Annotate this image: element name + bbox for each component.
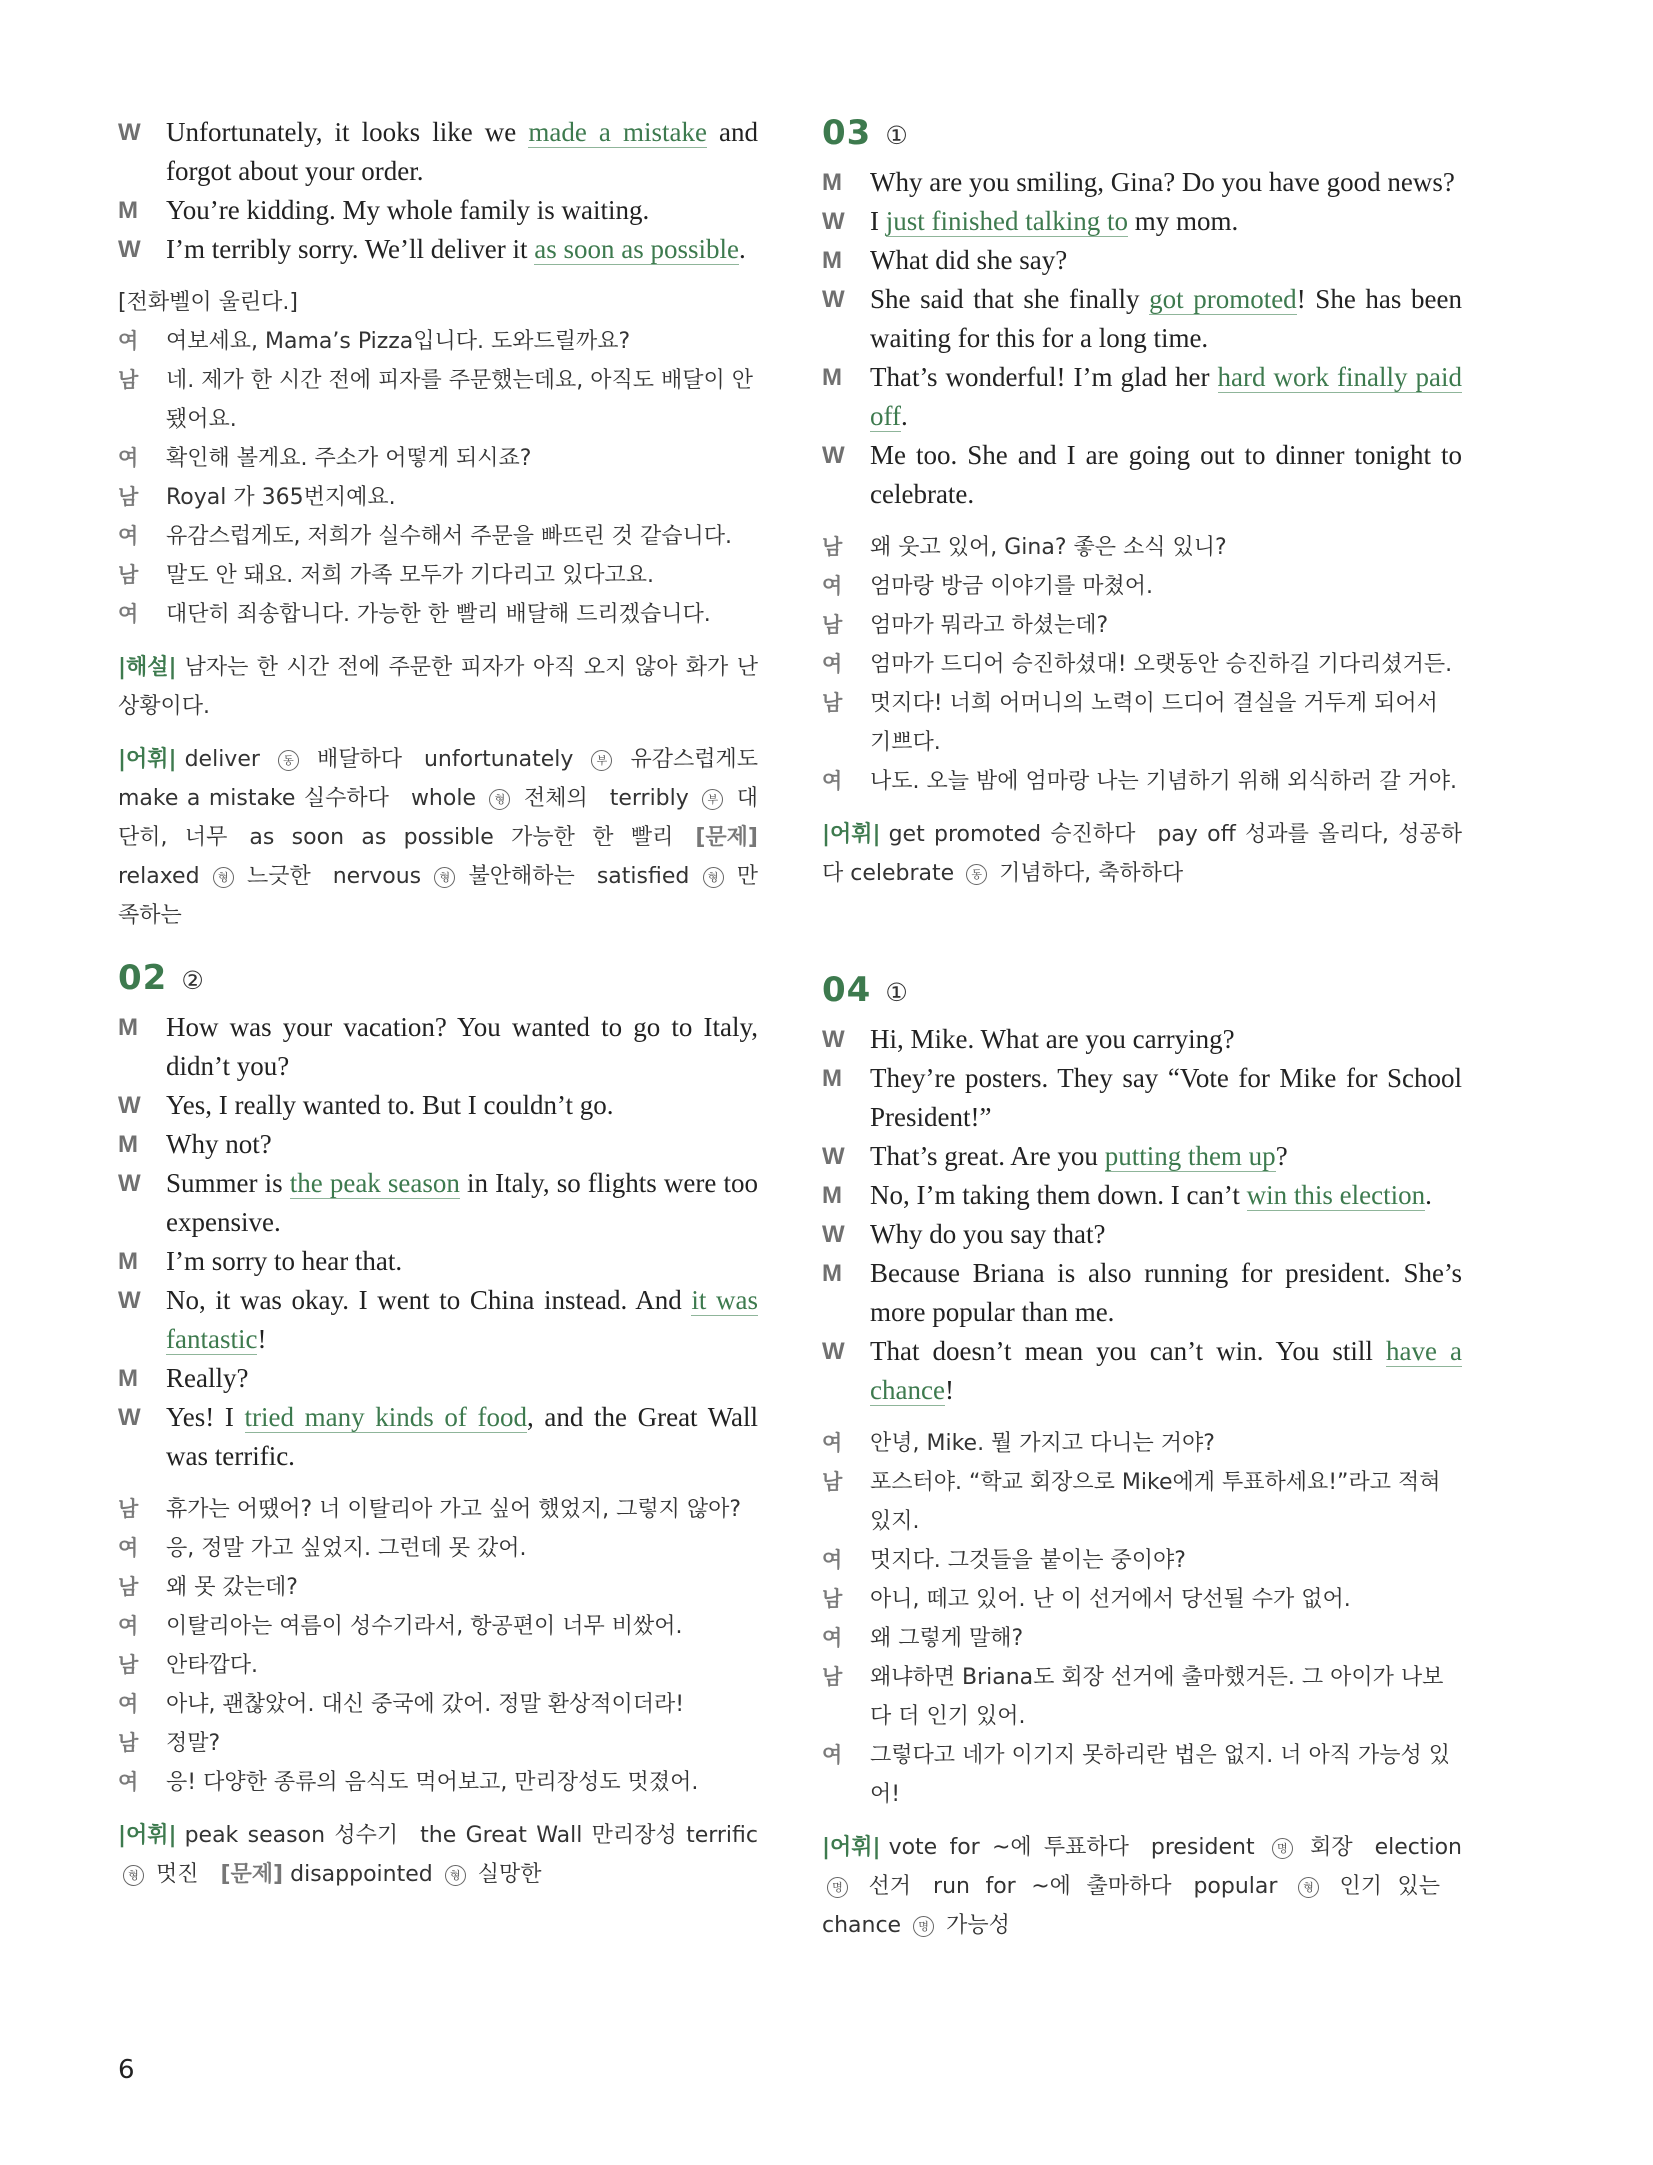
dialogue-line bbox=[118, 191, 758, 230]
dialogue-line bbox=[118, 1086, 758, 1125]
text-run: my mom. bbox=[1128, 206, 1239, 236]
dialogue-text bbox=[870, 1137, 1462, 1176]
translation-line bbox=[118, 439, 758, 478]
dialogue-text bbox=[870, 1332, 1462, 1410]
dialogue-text bbox=[870, 280, 1462, 358]
dialogue-line bbox=[822, 1254, 1462, 1332]
translation-text: 그렇다고 네가 이기지 못하리란 법은 없지. 너 아직 가능성 있어! bbox=[870, 1743, 1450, 1807]
dialogue-line bbox=[822, 1059, 1462, 1137]
speaker-label: M bbox=[118, 1248, 138, 1275]
explanation-label: |해설| bbox=[118, 655, 177, 680]
translation-text: 멋지다. 그것들을 붙이는 중이야? bbox=[870, 1548, 1186, 1573]
dialogue-text bbox=[166, 230, 758, 269]
vocabulary-label: |어휘| bbox=[118, 1823, 177, 1848]
text-run: . bbox=[901, 401, 908, 431]
dialogue-text bbox=[870, 1020, 1462, 1059]
dialogue-text bbox=[166, 1359, 758, 1398]
translation-text: 안타깝다. bbox=[166, 1653, 259, 1678]
problem-label: [문제] bbox=[220, 1862, 284, 1887]
text-run: Really? bbox=[166, 1363, 249, 1393]
dialogue-line bbox=[822, 1215, 1462, 1254]
translation-text: 포스터야. “학교 회장으로 Mike에게 투표하세요!”라고 적혀 있지. bbox=[870, 1470, 1441, 1534]
vocab-run: 가능성 bbox=[939, 1913, 1010, 1938]
dialogue-text bbox=[166, 1281, 758, 1359]
text-run: in Italy, so flights were too expensive. bbox=[166, 1168, 758, 1237]
text-run: Why not? bbox=[166, 1129, 272, 1159]
dialogue-line bbox=[822, 280, 1462, 358]
text-run: Why are you smiling, Gina? Do you have good news? bbox=[870, 167, 1455, 197]
text-run: No, I’m taking them down. I can’t bbox=[870, 1180, 1247, 1210]
part-of-speech-mark: 형 bbox=[703, 867, 724, 888]
text-run: I bbox=[870, 206, 886, 236]
section-01-continuation bbox=[118, 113, 758, 935]
speaker-label: 남 bbox=[822, 535, 843, 559]
vocab-run: as soon as possible 가능한 한 빨리 bbox=[249, 825, 674, 850]
speaker-label: 여 bbox=[822, 652, 843, 676]
section-02 bbox=[118, 958, 758, 1894]
page-number: 6 bbox=[118, 2055, 135, 2085]
vocabulary-label: |어휘| bbox=[822, 822, 881, 847]
translation-text: 네. 제가 한 시간 전에 피자를 주문했는데요, 아직도 배달이 안 됐어요. bbox=[166, 368, 753, 432]
dialogue-line bbox=[822, 241, 1462, 280]
korean-translation bbox=[822, 1424, 1462, 1814]
text-run: That’s wonderful! I’m glad her bbox=[870, 362, 1218, 392]
vocabulary-label: |어휘| bbox=[822, 1835, 881, 1860]
dialogue-line bbox=[822, 1332, 1462, 1410]
key-phrase: win this election bbox=[1246, 1180, 1426, 1210]
speaker-label: 여 bbox=[118, 602, 139, 626]
vocab-run: 느긋한 bbox=[238, 864, 311, 889]
translation-text: Royal 가 365번지예요. bbox=[166, 485, 396, 510]
text-run: What did she say? bbox=[870, 245, 1068, 275]
key-phrase: putting them up bbox=[1104, 1141, 1276, 1171]
vocab-run: 배달하다 bbox=[303, 747, 402, 772]
vocab-run: 멋진 bbox=[149, 1862, 199, 1887]
dialogue-text bbox=[870, 1176, 1462, 1215]
text-run: They’re posters. They say “Vote for Mike for School President!” bbox=[870, 1063, 1462, 1132]
vocabulary-label: |어휘| bbox=[118, 747, 177, 772]
dialogue-text bbox=[870, 436, 1462, 514]
dialogue-line bbox=[118, 1359, 758, 1398]
speaker-label: 여 bbox=[118, 329, 139, 353]
dialogue-line bbox=[118, 1008, 758, 1086]
dialogue-text bbox=[166, 1164, 758, 1242]
english-dialogue bbox=[822, 163, 1462, 514]
translation-text: 확인해 볼게요. 주소가 어떻게 되시죠? bbox=[166, 446, 532, 471]
speaker-label: W bbox=[118, 1092, 141, 1119]
key-phrase: tried many kinds of food bbox=[244, 1402, 527, 1432]
vocab-run: pay off 성과를 올리다, 성공하다 celebrate bbox=[822, 822, 1462, 886]
vocab-run: unfortunately bbox=[423, 747, 587, 772]
text-run: She said that she finally bbox=[870, 284, 1150, 314]
vocab-run: nervous bbox=[332, 864, 430, 889]
vocab-run: 인기 있는 bbox=[1323, 1874, 1441, 1899]
text-run: Me too. She and I are going out to dinner tonight to celebrate. bbox=[870, 440, 1462, 509]
text-run: Yes, I really wanted to. But I couldn’t go. bbox=[166, 1090, 614, 1120]
text-run: You’re kidding. My whole family is waiting. bbox=[166, 195, 650, 225]
part-of-speech-mark: 동 bbox=[278, 750, 299, 771]
dialogue-text bbox=[166, 1125, 758, 1164]
vocabulary-text bbox=[118, 747, 758, 928]
speaker-label: M bbox=[822, 169, 842, 196]
question-header bbox=[118, 958, 758, 998]
translation-line bbox=[118, 1607, 758, 1646]
vocab-run: 전체의 bbox=[515, 786, 588, 811]
english-dialogue bbox=[118, 1008, 758, 1476]
answer-mark: ① bbox=[885, 978, 908, 1007]
vocab-run: 유감스럽게도 make a mistake 실수하다 bbox=[118, 747, 758, 811]
text-run: I’m sorry to hear that. bbox=[166, 1246, 403, 1276]
speaker-label: M bbox=[118, 197, 138, 224]
dialogue-text bbox=[166, 1008, 758, 1086]
part-of-speech-mark: 동 bbox=[966, 864, 987, 885]
speaker-label: M bbox=[118, 1014, 138, 1041]
translation-text: 왜 웃고 있어, Gina? 좋은 소식 있니? bbox=[870, 535, 1227, 560]
speaker-label: 여 bbox=[822, 1743, 843, 1767]
vocab-run: whole bbox=[410, 786, 485, 811]
part-of-speech-mark: 명 bbox=[827, 1877, 848, 1898]
speaker-label: M bbox=[118, 1131, 138, 1158]
explanation-note bbox=[118, 648, 758, 726]
translation-text: 응, 정말 가고 싶었지. 그런데 못 갔어. bbox=[166, 1536, 527, 1561]
translation-line bbox=[822, 1619, 1462, 1658]
dialogue-text bbox=[870, 1215, 1462, 1254]
question-number: 02 bbox=[118, 958, 168, 998]
part-of-speech-mark: 부 bbox=[702, 789, 723, 810]
speaker-label: 남 bbox=[118, 1731, 139, 1755]
translation-text: 말도 안 돼요. 저희 가족 모두가 기다리고 있다고요. bbox=[166, 563, 654, 588]
vocab-run: the Great Wall 만리장성 terrific bbox=[420, 1823, 758, 1848]
key-phrase: as soon as possible bbox=[534, 234, 739, 264]
speaker-label: W bbox=[118, 1287, 141, 1314]
speaker-label: 남 bbox=[822, 1665, 843, 1689]
korean-translation bbox=[118, 1490, 758, 1802]
vocabulary-text bbox=[118, 1823, 758, 1887]
vocab-run: 기념하다, 축하하다 bbox=[992, 861, 1184, 886]
speaker-label: W bbox=[118, 119, 141, 146]
text-run: That’s great. Are you bbox=[870, 1141, 1105, 1171]
part-of-speech-mark: 형 bbox=[445, 1865, 466, 1886]
translation-line bbox=[118, 1685, 758, 1724]
text-run: I’m terribly sorry. We’ll deliver it bbox=[166, 234, 535, 264]
speaker-label: W bbox=[822, 208, 845, 235]
vocab-run: election bbox=[1374, 1835, 1462, 1860]
translation-line bbox=[118, 1724, 758, 1763]
english-dialogue bbox=[118, 113, 758, 269]
dialogue-line bbox=[118, 113, 758, 191]
part-of-speech-mark: 부 bbox=[591, 750, 612, 771]
question-header bbox=[822, 970, 1462, 1010]
text-run: and forgot about your order. bbox=[166, 117, 759, 186]
vocabulary-note bbox=[822, 1828, 1462, 1945]
speaker-label: 여 bbox=[822, 1431, 843, 1455]
vocabulary-note bbox=[822, 815, 1462, 893]
translation-line bbox=[822, 1424, 1462, 1463]
vocab-run: relaxed bbox=[118, 864, 208, 889]
vocab-run: run for ~에 출마하다 bbox=[933, 1874, 1172, 1899]
speaker-label: W bbox=[118, 236, 141, 263]
translation-line bbox=[118, 478, 758, 517]
speaker-label: 여 bbox=[118, 1770, 139, 1794]
dialogue-text bbox=[870, 163, 1462, 202]
speaker-label: 여 bbox=[822, 769, 843, 793]
dialogue-text bbox=[870, 1254, 1462, 1332]
translation-line bbox=[822, 1658, 1462, 1736]
translation-text: 유감스럽게도, 저희가 실수해서 주문을 빠뜨린 것 같습니다. bbox=[166, 524, 732, 549]
answer-mark: ② bbox=[181, 966, 204, 995]
speaker-label: 남 bbox=[118, 368, 139, 392]
answer-mark: ① bbox=[885, 121, 908, 150]
speaker-label: 남 bbox=[118, 485, 139, 509]
text-run: . bbox=[1425, 1180, 1432, 1210]
dialogue-line bbox=[822, 358, 1462, 436]
translation-line bbox=[118, 322, 758, 361]
vocab-run: 불안해하는 bbox=[460, 864, 575, 889]
speaker-label: W bbox=[822, 1221, 845, 1248]
speaker-label: 여 bbox=[118, 446, 139, 470]
question-number: 03 bbox=[822, 113, 872, 153]
translation-text: 응! 다양한 종류의 음식도 먹어보고, 만리장성도 멋졌어. bbox=[166, 1770, 699, 1795]
vocab-run: president bbox=[1150, 1835, 1267, 1860]
vocabulary-note bbox=[118, 1816, 758, 1894]
dialogue-line bbox=[118, 1242, 758, 1281]
text-run: Yes! I bbox=[166, 1402, 245, 1432]
vocab-run: terribly bbox=[609, 786, 698, 811]
speaker-label: 여 bbox=[118, 1614, 139, 1638]
translation-text: 안녕, Mike. 뭘 가지고 다니는 거야? bbox=[870, 1431, 1215, 1456]
key-phrase: the peak season bbox=[289, 1168, 460, 1198]
question-number: 04 bbox=[822, 970, 872, 1010]
stage-direction: [전화벨이 울린다.] bbox=[118, 290, 298, 315]
translation-text: 아냐, 괜찮았어. 대신 중국에 갔어. 정말 환상적이더라! bbox=[166, 1692, 685, 1717]
speaker-label: 남 bbox=[822, 1470, 843, 1494]
problem-label: [문제] bbox=[695, 825, 758, 850]
translation-line bbox=[822, 1580, 1462, 1619]
part-of-speech-mark: 형 bbox=[123, 1865, 144, 1886]
vocabulary-note bbox=[118, 740, 758, 935]
vocab-run: 실망한 bbox=[470, 1862, 542, 1887]
speaker-label: M bbox=[822, 1260, 842, 1287]
dialogue-line bbox=[118, 230, 758, 269]
part-of-speech-mark: 형 bbox=[1298, 1877, 1319, 1898]
key-phrase: hard work finally paid off bbox=[870, 362, 1462, 431]
speaker-label: M bbox=[822, 247, 842, 274]
key-phrase: made a mistake bbox=[528, 117, 707, 147]
translation-line bbox=[118, 517, 758, 556]
speaker-label: W bbox=[822, 1338, 845, 1365]
translation-line bbox=[118, 1646, 758, 1685]
korean-translation bbox=[118, 322, 758, 634]
part-of-speech-mark: 형 bbox=[213, 867, 234, 888]
translation-text: 엄마가 드디어 승진하셨대! 오랫동안 승진하길 기다리셨거든. bbox=[870, 652, 1453, 677]
translation-line bbox=[118, 595, 758, 634]
speaker-label: 여 bbox=[822, 1626, 843, 1650]
key-phrase: it was fantastic bbox=[166, 1285, 758, 1354]
speaker-label: W bbox=[822, 1143, 845, 1170]
speaker-label: 남 bbox=[118, 563, 139, 587]
vocab-run: disappointed bbox=[283, 1862, 440, 1887]
dialogue-text bbox=[870, 1059, 1462, 1137]
key-phrase: got promoted bbox=[1149, 284, 1297, 314]
text-run: No, it was okay. I went to China instead. And bbox=[166, 1285, 692, 1315]
speaker-label: 남 bbox=[118, 1653, 139, 1677]
translation-text: 엄마가 뭐라고 하셨는데? bbox=[870, 613, 1109, 638]
dialogue-line bbox=[118, 1125, 758, 1164]
translation-line bbox=[118, 361, 758, 439]
translation-line bbox=[118, 1568, 758, 1607]
speaker-label: M bbox=[822, 1065, 842, 1092]
text-run: Because Briana is also running for president. She’s more popular than me. bbox=[870, 1258, 1462, 1327]
text-run: ! bbox=[257, 1324, 267, 1354]
speaker-label: 남 bbox=[118, 1497, 139, 1521]
key-phrase: have a chance bbox=[870, 1336, 1462, 1405]
dialogue-text bbox=[166, 1086, 758, 1125]
text-run: ! She has been waiting for this for a long time. bbox=[870, 284, 1463, 353]
section-04 bbox=[822, 970, 1462, 1945]
dialogue-text bbox=[870, 358, 1462, 436]
key-phrase: just finished talking to bbox=[885, 206, 1128, 236]
translation-line bbox=[822, 1541, 1462, 1580]
dialogue-line bbox=[822, 1020, 1462, 1059]
speaker-label: W bbox=[822, 286, 845, 313]
speaker-label: W bbox=[118, 1170, 141, 1197]
vocab-run: 회장 bbox=[1297, 1835, 1353, 1860]
translation-line bbox=[822, 645, 1462, 684]
vocabulary-text bbox=[822, 1835, 1462, 1938]
part-of-speech-mark: 형 bbox=[489, 789, 510, 810]
vocab-run: 대단히, 너무 bbox=[118, 786, 758, 850]
question-header bbox=[822, 113, 1462, 153]
speaker-label: 여 bbox=[118, 1536, 139, 1560]
translation-text: 멋지다! 너희 어머니의 노력이 드디어 결실을 거두게 되어서 기쁘다. bbox=[870, 691, 1438, 755]
text-run: Unfortunately, it looks like we bbox=[166, 117, 529, 147]
dialogue-text bbox=[166, 113, 758, 191]
speaker-label: M bbox=[118, 1365, 138, 1392]
translation-text: 여보세요, Mama’s Pizza입니다. 도와드릴까요? bbox=[166, 329, 631, 354]
dialogue-line bbox=[822, 436, 1462, 514]
speaker-label: 여 bbox=[118, 1692, 139, 1716]
text-run: Why do you say that? bbox=[870, 1219, 1106, 1249]
part-of-speech-mark: 명 bbox=[913, 1916, 934, 1937]
translation-line bbox=[822, 1736, 1462, 1814]
speaker-label: W bbox=[822, 442, 845, 469]
translation-text: 아니, 떼고 있어. 난 이 선거에서 당선될 수가 없어. bbox=[870, 1587, 1351, 1612]
vocab-run: 선거 bbox=[853, 1874, 912, 1899]
dialogue-line bbox=[118, 1281, 758, 1359]
speaker-label: W bbox=[118, 1404, 141, 1431]
speaker-label: M bbox=[822, 364, 842, 391]
vocab-run: satisfied bbox=[596, 864, 698, 889]
dialogue-text bbox=[166, 191, 758, 230]
english-dialogue bbox=[822, 1020, 1462, 1410]
speaker-label: 남 bbox=[822, 1587, 843, 1611]
dialogue-line bbox=[822, 163, 1462, 202]
translation-line bbox=[118, 1529, 758, 1568]
translation-line bbox=[822, 567, 1462, 606]
part-of-speech-mark: 명 bbox=[1272, 1838, 1293, 1859]
translation-line bbox=[118, 1763, 758, 1802]
translation-text: 나도. 오늘 밤에 엄마랑 나는 기념하기 위해 외식하러 갈 거야. bbox=[870, 769, 1457, 794]
korean-translation bbox=[822, 528, 1462, 801]
text-run: ! bbox=[944, 1375, 954, 1405]
dialogue-text bbox=[870, 241, 1462, 280]
dialogue-line bbox=[118, 1398, 758, 1476]
dialogue-line bbox=[822, 1137, 1462, 1176]
dialogue-text bbox=[870, 202, 1462, 241]
vocab-run: peak season 성수기 bbox=[184, 1823, 399, 1848]
translation-line bbox=[118, 556, 758, 595]
vocabulary-text bbox=[822, 822, 1462, 886]
vocab-run: vote for ~에 투표하다 bbox=[888, 1835, 1129, 1860]
text-run: Hi, Mike. What are you carrying? bbox=[870, 1024, 1235, 1054]
text-run: ? bbox=[1275, 1141, 1288, 1171]
speaker-label: M bbox=[822, 1182, 842, 1209]
speaker-label: 여 bbox=[822, 1548, 843, 1572]
translation-line bbox=[822, 606, 1462, 645]
translation-text: 왜 그렇게 말해? bbox=[870, 1626, 1024, 1651]
speaker-label: 남 bbox=[822, 691, 843, 715]
translation-text: 왜 못 갔는데? bbox=[166, 1575, 298, 1600]
translation-text: 정말? bbox=[166, 1731, 221, 1756]
vocab-run: deliver bbox=[184, 747, 273, 772]
text-run: That doesn’t mean you can’t win. You still bbox=[870, 1336, 1386, 1366]
translation-text: 대단히 죄송합니다. 가능한 한 빨리 배달해 드리겠습니다. bbox=[166, 602, 711, 627]
translation-line bbox=[822, 684, 1462, 762]
text-run: , and the Great Wall was terrific. bbox=[166, 1402, 758, 1471]
dialogue-text bbox=[166, 1398, 758, 1476]
speaker-label: 여 bbox=[118, 524, 139, 548]
translation-line bbox=[822, 762, 1462, 801]
dialogue-line bbox=[822, 202, 1462, 241]
text-run: How was your vacation? You wanted to go to Italy, didn’t you? bbox=[166, 1012, 758, 1081]
translation-line bbox=[118, 1490, 758, 1529]
translation-line bbox=[822, 528, 1462, 567]
vocab-run: popular bbox=[1193, 1874, 1293, 1899]
explanation-text: 남자는 한 시간 전에 주문한 피자가 아직 오지 않아 화가 난 상황이다. bbox=[118, 655, 758, 719]
translation-line bbox=[822, 1463, 1462, 1541]
speaker-label: 남 bbox=[822, 613, 843, 637]
translation-text: 엄마랑 방금 이야기를 마쳤어. bbox=[870, 574, 1153, 599]
text-run: Summer is bbox=[166, 1168, 290, 1198]
text-run: . bbox=[738, 234, 746, 264]
translation-text: 휴가는 어땠어? 너 이탈리아 가고 싶어 했었지, 그렇지 않아? bbox=[166, 1497, 742, 1522]
dialogue-line bbox=[822, 1176, 1462, 1215]
vocab-run: get promoted 승진하다 bbox=[888, 822, 1136, 847]
speaker-label: 여 bbox=[822, 574, 843, 598]
vocab-run: chance bbox=[822, 1913, 909, 1938]
speaker-label: 남 bbox=[118, 1575, 139, 1599]
vocab-run: 만족하는 bbox=[118, 864, 759, 928]
section-03 bbox=[822, 113, 1462, 893]
translation-text: 이탈리아는 여름이 성수기라서, 항공편이 너무 비쌌어. bbox=[166, 1614, 683, 1639]
part-of-speech-mark: 형 bbox=[434, 867, 455, 888]
translation-text: 왜냐하면 Briana도 회장 선거에 출마했거든. 그 아이가 나보다 더 인기 있어. bbox=[870, 1665, 1444, 1729]
speaker-label: W bbox=[822, 1026, 845, 1053]
dialogue-line bbox=[118, 1164, 758, 1242]
dialogue-text bbox=[166, 1242, 758, 1281]
